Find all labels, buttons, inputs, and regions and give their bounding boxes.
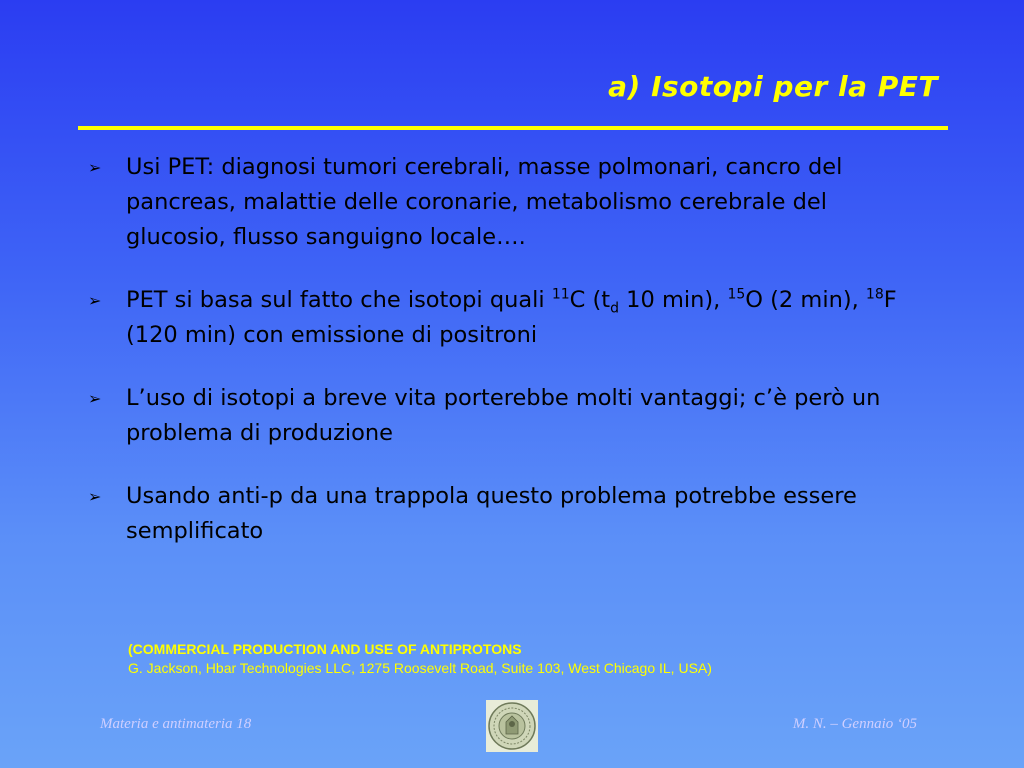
isotope-mass-number: 18 [865,286,884,303]
bullet-item [88,283,918,353]
isotope-mass-number: 11 [551,286,570,303]
bullet-item [88,150,918,255]
bullet-text: Usando anti-p da una trappola questo problema potrebbe essere semplificato [126,483,857,544]
reference-heading: (COMMERCIAL PRODUCTION AND USE OF ANTIPROTONS [128,641,522,657]
bullet-text-part: O (2 min), [745,287,866,313]
footer-author-date: M. N. – Gennaio ‘05 [792,716,917,732]
bullet-text-part: F (120 min) con emissione di positroni [126,287,897,348]
reference-citation: G. Jackson, Hbar Technologies LLC, 1275 Roosevelt Road, Suite 103, West Chicago IL, USA) [128,660,712,676]
subscript: d [610,300,620,317]
footer-course-label: Materia e antimateria 18 [100,716,252,732]
title-underline [78,126,948,130]
bullet-text [126,287,897,348]
university-seal-icon [486,700,538,752]
arrow-bullet-icon: ➢ [88,389,102,408]
bullet-list [88,150,918,577]
bullet-item [88,381,918,451]
bullet-text: Usi PET: diagnosi tumori cerebrali, masse polmonari, cancro del pancreas, malattie delle coronarie, metabolismo cerebrale del glucosio, flusso sanguigno locale…. [126,154,843,250]
bullet-text-part: PET si basa sul fatto che isotopi quali [126,287,552,313]
bullet-text-part: C (t [569,287,611,313]
slide-title: a) Isotopi per la PET [608,70,938,103]
bullet-text-part: 10 min), [619,287,728,313]
arrow-bullet-icon: ➢ [88,487,102,506]
arrow-bullet-icon: ➢ [88,291,102,310]
bullet-item [88,479,918,549]
arrow-bullet-icon: ➢ [88,158,102,177]
bullet-text: L’uso di isotopi a breve vita porterebbe molti vantaggi; c’è però un problema di produzione [126,385,881,446]
reference-note [128,640,712,678]
isotope-mass-number: 15 [727,286,746,303]
